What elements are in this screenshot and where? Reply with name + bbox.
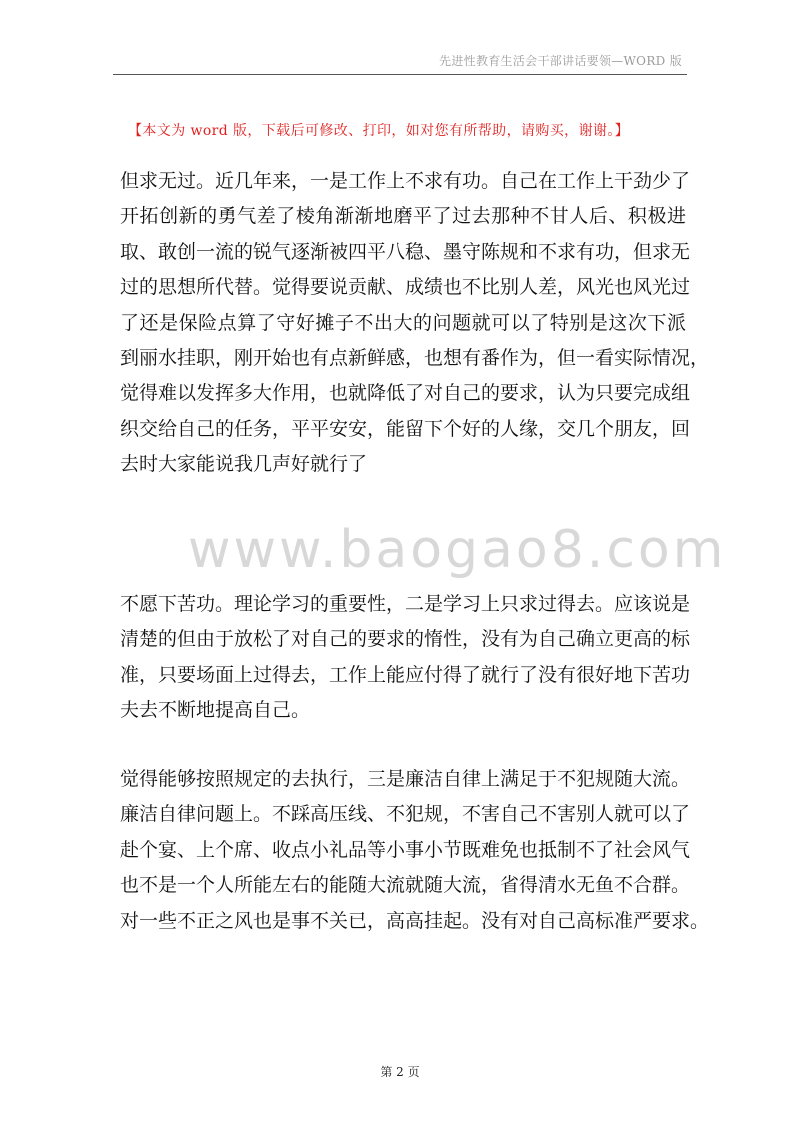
- paragraph-line: 夫去不断地提高自己。: [120, 699, 311, 722]
- paragraph-line: 对一些不正之风也是事不关已，高高挂起。没有对自己高标准严要求。: [120, 909, 710, 932]
- download-notice: 【本文为 word 版，下载后可修改、打印，如对您有所帮助，请购买，谢谢。】: [128, 123, 630, 139]
- paragraph-line: 过的思想所代替。觉得要说贡献、成绩也不比别人差，风光也风光过: [120, 276, 691, 299]
- paragraph-line: 到丽水挂职，刚开始也有点新鲜感，也想有番作为，但一看实际情况，: [120, 347, 710, 370]
- paragraph-line: 清楚的但由于放松了对自己的要求的惰性，没有为自己确立更高的标: [120, 628, 691, 651]
- paragraph-line: 开拓创新的勇气差了棱角渐渐地磨平了过去那种不甘人后、积极进: [120, 205, 686, 228]
- paragraph-line: 也不是一个人所能左右的能随大流就随大流，省得清水无鱼不合群。: [120, 874, 691, 897]
- paragraph-line: 觉得能够按照规定的去执行，三是廉洁自律上满足于不犯规随大流。: [120, 768, 691, 790]
- paragraph-line: 去时大家能说我几声好就行了: [120, 453, 368, 476]
- page-number: 第 2 页: [380, 1065, 420, 1079]
- paragraph-line: 觉得难以发挥多大作用，也就降低了对自己的要求，认为只要完成组: [120, 382, 691, 405]
- watermark: www.baogao8.com: [188, 520, 727, 580]
- paragraph-line: 准，只要场面上过得去，工作上能应付得了就行了没有很好地下苦功: [120, 663, 691, 686]
- paragraph-line: 赴个宴、上个席、收点小礼品等小事小节既难免也抵制不了社会风气: [120, 838, 691, 861]
- running-header: 先进性教育生活会干部讲话要领—WORD 版: [439, 54, 682, 68]
- paragraph-line: 织交给自己的任务，平平安安，能留下个好的人缘，交几个朋友，回: [120, 417, 691, 440]
- paragraph-2: [120, 587, 691, 729]
- paragraph-line: 了还是保险点算了守好摊子不出大的问题就可以了特别是这次下派: [120, 311, 686, 334]
- paragraph-line: 不愿下苦功。理论学习的重要性，二是学习上只求过得去。应该说是: [120, 593, 691, 615]
- header-rule: [113, 74, 687, 75]
- paragraph-1: [120, 164, 710, 483]
- paragraph-line: 取、敢创一流的锐气逐渐被四平八稳、墨守陈规和不求有功，但求无: [120, 240, 691, 263]
- paragraph-3: [120, 762, 710, 939]
- paragraph-line: 廉洁自律问题上。不踩高压线、不犯规，不害自己不害别人就可以了: [120, 803, 691, 826]
- paragraph-line: 但求无过。近几年来，一是工作上不求有功。自己在工作上干劲少了: [120, 170, 691, 192]
